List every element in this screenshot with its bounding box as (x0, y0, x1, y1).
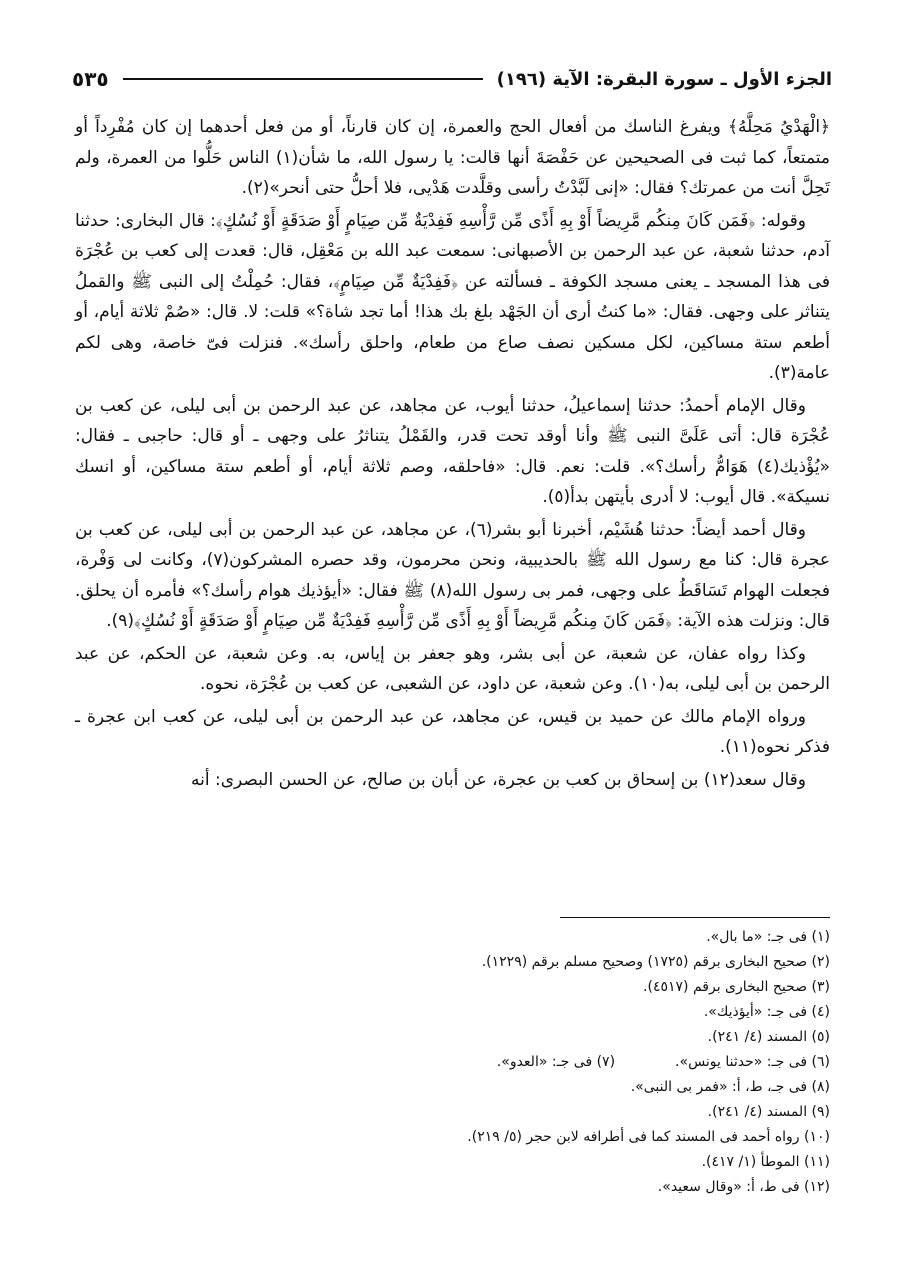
footnote-6: (٦) فى جـ: «حدثنا يونس». (675, 1054, 830, 1070)
footnote-9: (٩) المسند (٤/ ٢٤١). (707, 1104, 830, 1120)
paragraph-5: وكذا رواه عفان، عن شعبة، عن أبى بشر، وهو جعفر بن إياس، به. وعن شعبة، عن الحكم، عن عبد الرحمن بن أبى ليلى، به(١٠). وعن شعبة، عن داود، عن الشعبى، عن كعب بن عُجْرَة، نحوه. (75, 643, 830, 694)
footnote-7: (٧) فى جـ: «العدو». (496, 1054, 616, 1070)
paragraph-4: وقال أحمد أيضاً: حدثنا هُشَيْم، أخبرنا أبو بشر(٦)، عن مجاهد، عن عبد الرحمن بن أبى ليلى، عن كعب بن عجرة قال: كنا مع رسول الله ﷺ بالحديبية، ونحن محرمون، وقد حصره المشركون(٧)، وكانت لى وَفْرة، فجعلت الهوام تَسَاقَطُ على وجهى، فمر بى رسول الله(٨) ﷺ فقال: «أيؤذيك هوام رأسك؟» فأمره أن يحلق. قال: ونزلت هذه الآية: ﴿فَمَن كَانَ مِنكُم مَّرِيضاً أَوْ بِهِ أَذًى مِّن رَّأْسِهِ فَفِدْيَةٌ مِّن صِيَامٍ أَوْ صَدَقَةٍ أَوْ نُسُكٍ﴾(٩). (75, 519, 830, 631)
page-number: ٥٣٥ (72, 67, 109, 91)
footnote-4: (٤) فى جـ: «أيؤذيك». (703, 1004, 830, 1020)
footnote-8: (٨) فى جـ، ط، أ: «فمر بى النبى». (630, 1079, 830, 1095)
paragraph-3: وقال الإمام أحمدُ: حدثنا إسماعيلُ، حدثنا أيوب، عن مجاهد، عن عبد الرحمن بن أبى ليلى، عن كعب بن عُجْرَة قال: أتى عَلَىَّ النبى ﷺ وأنا أوقد تحت قدر، والقَمْلُ يتناثرُ على وجهى ـ أو قال: حاجبى ـ فقال: «يُؤْذيك(٤) هَوَامُّ رأسك؟». قلت: نعم. قال: «فاحلقه، وصم ثلاثة أيام، أو أطعم ستة مساكين، أو انسك نسيكة». قال أيوب: لا أدرى بأيتهن بدأ(٥). (75, 395, 830, 507)
paragraph-7: وقال سعد(١٢) بن إسحاق بن كعب بن عجرة، عن أبان بن صالح، عن الحسن البصرى: أنه (191, 769, 806, 790)
footnote-1: (١) فى جـ: «ما بال». (706, 929, 830, 945)
footnote-5: (٥) المسند (٤/ ٢٤١). (707, 1029, 830, 1045)
main-text (75, 112, 830, 797)
footnote-pair-6-7 (75, 1050, 830, 1075)
footnote-2: (٢) صحيح البخارى برقم (١٧٢٥) وصحيح مسلم برقم (١٢٢٩). (481, 954, 830, 970)
running-header (72, 64, 832, 94)
header-rule (123, 78, 483, 80)
paragraph-1: ﴿الْهَدْيُ مَحِلَّهُ﴾ ويفرغ الناسك من أفعال الحج والعمرة، إن كان قارناً، أو من فعل أحدهما إن كان مُفْرِداً أو متمتعاً، كما ثبت فى الصحيحين عن حَفْصَةَ أنها قالت: يا رسول الله، ما شأن(١) الناس حَلُّوا من العمرة، ولم تَحِلَّ أنت من عمرتك؟ فقال: «إنى لَبَّدْتُ رأسى وقلَّدت هَدْيى، فلا أحلُّ حتى أنحر»(٢). (75, 117, 831, 198)
footnote-separator (560, 917, 830, 918)
footnotes (75, 925, 830, 1200)
footnote-12: (١٢) فى ط، أ: «وقال سعيد». (657, 1179, 830, 1195)
footnote-11: (١١) الموطأ (١/ ٤١٧). (701, 1154, 830, 1170)
header-title: الجزء الأول ـ سورة البقرة: الآية (١٩٦) (496, 68, 832, 90)
footnote-3: (٣) صحيح البخارى برقم (٤٥١٧). (643, 979, 830, 995)
paragraph-6: ورواه الإمام مالك عن حميد بن قيس، عن مجاهد، عن عبد الرحمن بن أبى ليلى، عن كعب ابن عجرة ـ فذكر نحوه(١١). (75, 706, 830, 757)
paragraph-2: وقوله: ﴿فَمَن كَانَ مِنكُم مَّرِيضاً أَوْ بِهِ أَذًى مِّن رَّأْسِهِ فَفِدْيَةٌ مِّن صِيَامٍ أَوْ صَدَقَةٍ أَوْ نُسُكٍ﴾: قال البخارى: حدثنا آدم، حدثنا شعبة، عن عبد الرحمن بن الأصبهانى: سمعت عبد الله بن مَعْقِل، قال: قعدت إلى كعب بن عُجْرَة فى هذا المسجد ـ يعنى مسجد الكوفة ـ فسألته عن ﴿فَفِدْيَةٌ مِّن صِيَامٍ﴾، فقال: حُمِلْتُ إلى النبى ﷺ والقملُ يتناثر على وجهى. فقال: «ما كنتُ أرى أن الجَهْد بلغ بك هذا! أما تجد شاة؟» قلت: لا. قال: «صُمْ ثلاثة أيام، أو أطعم ستة مساكين، لكل مسكين نصف صاع من طعام، واحلق رأسك». فنزلت فىّ خاصة، وهى لكم عامة(٣). (75, 210, 830, 383)
footnote-10: (١٠) رواه أحمد فى المسند كما فى أطرافه لابن حجر (٥/ ٢١٩). (467, 1129, 830, 1145)
